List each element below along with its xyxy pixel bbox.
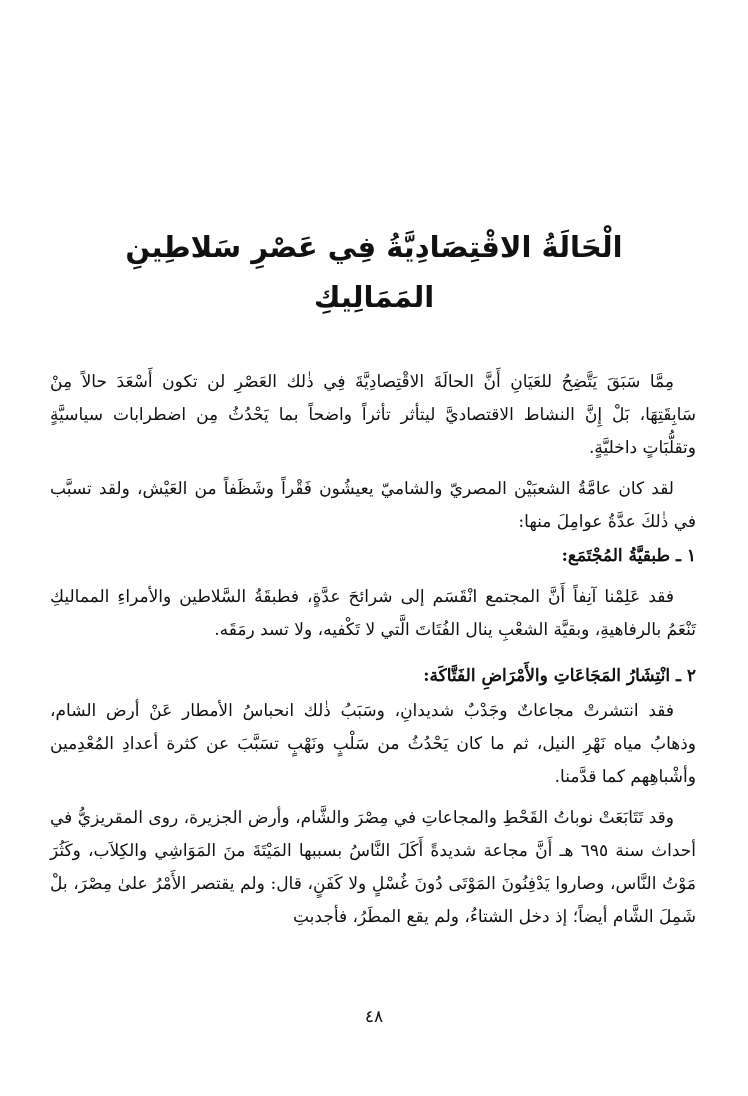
page-number: ٤٨ xyxy=(364,1007,384,1027)
paragraph-intro: مِمَّا سَبَقَ يَتَّضِحُ للعَيَانِ أَنَّ الحالَةَ الاقْتِصادِيَّةَ فِي ذٰلك العَصْرِ لن تكون أَسْعَدَ حالاً مِنْ سَابِقَتِهَا، بَلْ إِنَّ النشاط الاقتصاديَّ ليتأثر تأثراً واضحاً بما يَحْدُثُ مِن اضطرابات سياسيَّةٍ وتقلُّبَاتٍ داخليَّةٍ. xyxy=(50,372,696,458)
paragraph-famines-2: وقد تَتَابَعَتْ نوباتُ القَحْطِ والمجاعاتِ في مِصْرَ والشَّام، وأرض الجزيرة، روى المقريزيُّ في أحداث سنة ٦٩٥ هـ أَنَّ مجاعة شديدةً أَكَلَ النَّاسُ بسببها المَيْتَةَ منَ المَوَاشِي والكِلاَب، وكَثُرَ مَوْتُ النَّاس، وصاروا يَدْفِنُونَ المَوْتَى دُونَ غُسْلٍ ولا كَفَنٍ، قال: ولم يقتصر الأَمْرُ علىٰ مِصْرَ، بلْ شَمِلَ الشَّام أيضاً؛ إذ دخل الشتاءُ، ولم يقع المطَرُ، فأجدبتِ xyxy=(50,808,696,927)
paragraph-class-society: فقد عَلِمْنا آنِفاً أَنَّ المجتمع انْقَسَم إلى شرائحَ عدَّةٍ، فطبقَةُ السَّلاطين والأمراءِ المماليكِ تَنْعَمُ بالرفاهيةِ، وبقيَّة الشعْبِ ينال الفُتَاتَ الَّتي لا تَكْفيه، ولا تسد رمَقَه. xyxy=(50,587,696,640)
body-text xyxy=(50,366,696,934)
chapter-title: الْحَالَةُ الاقْتِصَادِيَّةُ فِي عَصْرِ سَلاطِينِ المَمَالِيكِ xyxy=(125,230,623,314)
section-heading-class-society: ١ ـ طبقيَّةُ المُجْتَمَع: xyxy=(561,546,696,566)
section-heading-famines: ٢ ـ انْتِشَارُ المَجَاعَاتِ والأَمْرَاضِ الفَتَّاكَة: xyxy=(423,666,696,686)
paragraph-causes: لقد كان عامَّةُ الشعبَيْن المصريّ والشاميّ يعيشُون فَقْراً وشَظَفاً من العَيْش، ولقد تسبَّب في ذٰلكَ عدَّةُ عوامِلَ منها: xyxy=(50,479,696,532)
paragraph-famines-1: فقد انتشرتْ مجاعاتٌ وجَدْبٌ شديدانِ، وسَبَبُ ذٰلك انحباسُ الأمطار عَنْ أرض الشام، وذهابُ مياه نَهْرِ النيل، ثم ما كان يَحْدُثُ من سَلْبٍ ونَهْبٍ تسَبَّبَ عن كثرة أعدادِ المُعْدِمين وأشْباهِهم كما قدَّمنا. xyxy=(50,701,696,787)
